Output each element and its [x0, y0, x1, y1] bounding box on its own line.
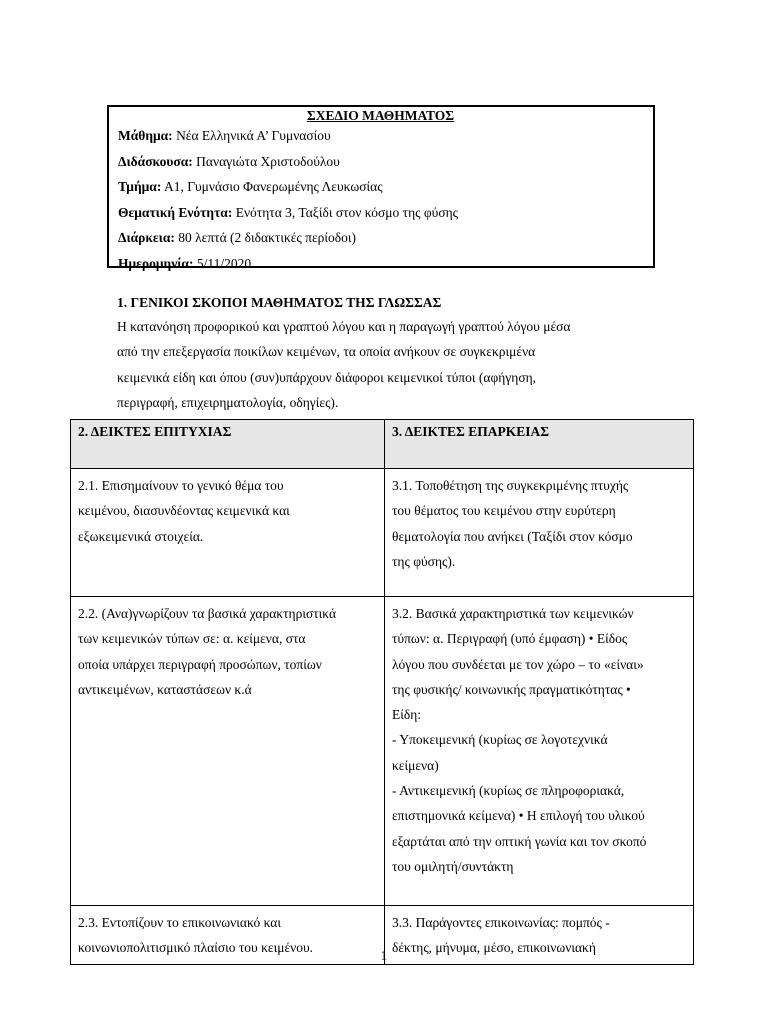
table-cell — [71, 469, 385, 597]
cell-line: της φύσης). — [392, 553, 456, 569]
table-row — [71, 469, 694, 597]
unit-label: Θεματική Ενότητα: — [118, 204, 233, 220]
cell-line: του θέματος του κειμένου στην ευρύτερη — [392, 503, 616, 519]
cell-line: της φυσικής/ κοινωνικής πραγματικότητας • — [392, 681, 631, 697]
paragraph-line: Η κατανόηση προφορικού και γραπτού λόγου και η παραγωγή γραπτού λόγου μέσα — [117, 319, 571, 334]
section-paragraph — [117, 314, 677, 416]
cell-line: 2.2. (Ανα)γνωρίζουν τα βασικά χαρακτηριστικά — [78, 606, 337, 621]
page-number: 1 — [380, 948, 388, 963]
cell-text — [392, 473, 687, 574]
section-general-objectives — [117, 294, 677, 416]
column-header: 3. ΔΕΙΚΤΕΣ ΕΠΑΡΚΕΙΑΣ — [385, 420, 694, 469]
date-label: Ημερομηνία: — [118, 255, 194, 271]
header-row-subject — [118, 123, 643, 149]
cell-line: κοινωνιοπολιτισμικό πλαίσιο του κειμένου. — [78, 940, 314, 956]
cell-line: Είδη: — [392, 707, 422, 723]
cell-line: - Αντικειμενική (κυρίως σε πληροφοριακά, — [392, 783, 625, 799]
header-row-class — [118, 174, 643, 200]
section-heading: 1. ΓΕΝΙΚΟΙ ΣΚΟΠΟΙ ΜΑΘΗΜΑΤΟΣ ΤΗΣ ΓΛΩΣΣΑΣ — [117, 295, 442, 310]
cell-line: 3.3. Παράγοντες επικοινωνίας: πομπός - — [392, 915, 610, 930]
class-label: Τμήμα: — [118, 179, 162, 195]
cell-text — [78, 473, 378, 549]
cell-line: θεματολογία που ανήκει (Ταξίδι στον κόσμο — [392, 528, 633, 544]
subject-value: Νέα Ελληνικά Α’ Γυμνασίου — [172, 128, 331, 143]
cell-line: αντικειμένων, καταστάσεων κ.ά — [78, 681, 252, 697]
indicators-table — [70, 419, 694, 965]
teacher-label: Διδάσκουσα: — [118, 153, 193, 169]
table-cell — [385, 597, 694, 906]
table-row — [71, 597, 694, 906]
cell-line: 2.1. Επισημαίνουν το γενικό θέμα του — [78, 478, 284, 493]
cell-text — [392, 601, 687, 879]
cell-line: του ομιλητή/συντάκτη — [392, 858, 514, 874]
cell-line: 2.3. Εντοπίζουν το επικοινωνιακό και — [78, 915, 281, 930]
paragraph-line: από την επεξεργασία ποικίλων κειμένων, τα οποία ανήκουν σε συγκεκριμένα — [117, 344, 536, 360]
cell-line: οποία υπάρχει περιγραφή προσώπων, τοπίων — [78, 656, 322, 672]
table-header-row — [71, 420, 694, 469]
cell-line: των κειμενικών τύπων σε: α. κείμενα, στα — [78, 631, 306, 647]
duration-value: 80 λεπτά (2 διδακτικές περίοδοι) — [174, 230, 356, 246]
header-row-unit — [118, 200, 643, 226]
cell-line: εξαρτάται από την οπτική γωνία και τον σκοπό — [392, 833, 647, 849]
column-header: 2. ΔΕΙΚΤΕΣ ΕΠΙΤΥΧΙΑΣ — [71, 420, 385, 469]
document-title: ΣΧΕΔΙΟ ΜΑΘΗΜΑΤΟΣ — [306, 108, 455, 123]
table-cell — [385, 469, 694, 597]
teacher-value: Παναγιώτα Χριστοδούλου — [192, 153, 340, 169]
unit-value: Ενότητα 3, Ταξίδι στον κόσμο της φύσης — [232, 204, 459, 220]
cell-line: κείμενα) — [392, 757, 439, 773]
cell-line: δέκτης, μήνυμα, μέσο, επικοινωνιακή — [392, 940, 596, 956]
date-value: 5/11/2020 — [193, 255, 252, 271]
cell-line: επιστημονικά κείμενα) • Η επιλογή του υλικού — [392, 808, 645, 824]
cell-line: κειμένου, διασυνδέοντας κειμενικά και — [78, 503, 290, 519]
cell-line: τύπων: α. Περιγραφή (υπό έμφαση) • Είδος — [392, 631, 628, 647]
cell-line: 3.2. Βασικά χαρακτηριστικά των κειμενικών — [392, 606, 634, 621]
subject-label: Μάθημα: — [118, 128, 173, 143]
cell-text — [78, 601, 378, 702]
header-row-teacher — [118, 149, 643, 175]
header-row-date — [118, 251, 643, 277]
paragraph-line: κειμενικά είδη και όπου (συν)υπάρχουν διάφοροι κειμενικοί τύποι (αφήγηση, — [117, 369, 537, 385]
table-cell — [71, 597, 385, 906]
cell-line: εξωκειμενικά στοιχεία. — [78, 528, 204, 544]
class-value: Α1, Γυμνάσιο Φανερωμένης Λευκωσίας — [161, 179, 383, 195]
cell-line: - Υποκειμενική (κυρίως σε λογοτεχνικά — [392, 732, 608, 748]
lesson-plan-header-box — [107, 105, 655, 271]
duration-label: Διάρκεια: — [118, 230, 175, 246]
cell-line: 3.1. Τοποθέτηση της συγκεκριμένης πτυχής — [392, 478, 629, 493]
header-row-duration — [118, 225, 643, 251]
paragraph-line: περιγραφή, επιχειρηματολογία, οδηγίες). — [117, 395, 339, 411]
cell-line: λόγου που συνδέεται με τον χώρο – το «είναι» — [392, 656, 644, 672]
